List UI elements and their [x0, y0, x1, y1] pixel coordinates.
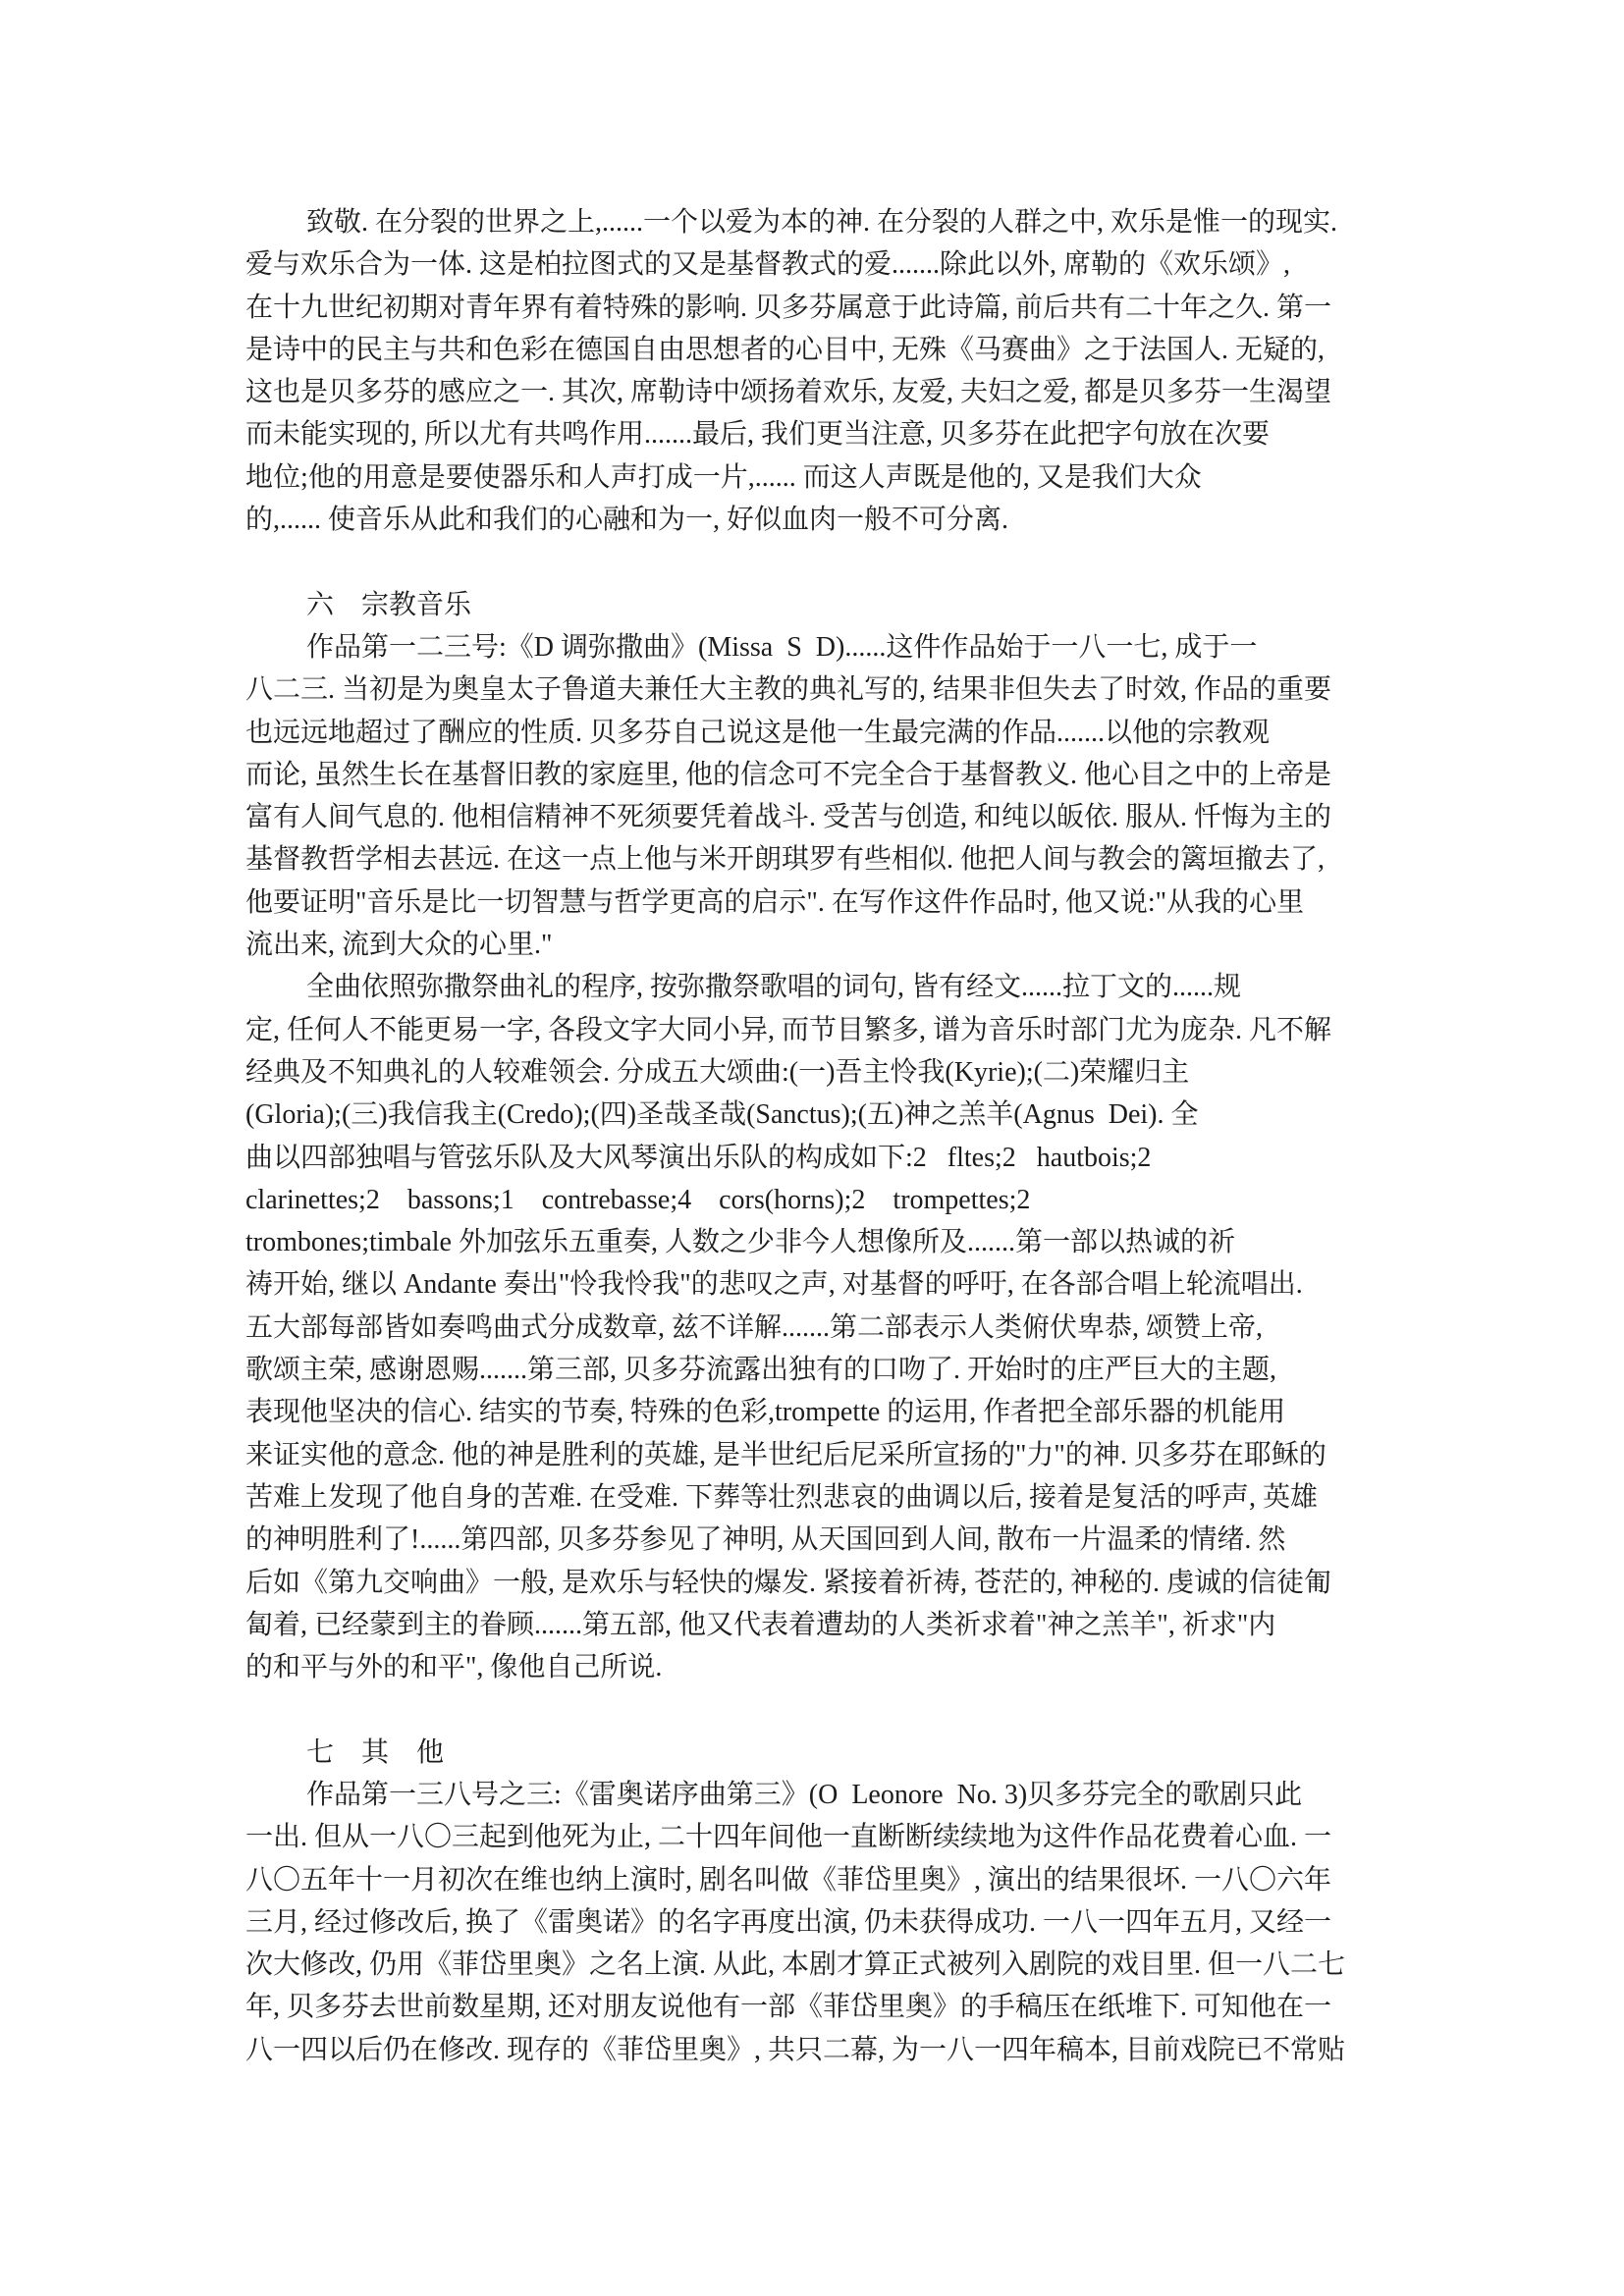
- text-line: 也远远地超过了酬应的性质. 贝多芬自己说这是他一生最完满的作品.......以他的宗教观: [245, 717, 1271, 748]
- text-line: trombones;timbale 外加弦乐五重奏, 人数之少非今人想像所及.......第一部以热诚的祈: [245, 1227, 1235, 1258]
- text-line: 流出来, 流到大众的心里.": [245, 930, 553, 961]
- text-line: 苦难上发现了他自身的苦难. 在受难. 下葬等壮烈悲哀的曲调以后, 接着是复活的呼声, 英雄: [245, 1481, 1319, 1513]
- paragraph: [245, 626, 1385, 966]
- text-line: 在十九世纪初期对青年界有着特殊的影响. 贝多芬属意于此诗篇, 前后共有二十年之久. 第一: [245, 292, 1332, 323]
- text-line: clarinettes;2 bassons;1 contrebasse;4 cors(horns);2 trompettes;2: [245, 1184, 1031, 1215]
- text-line: 八二三. 当初是为奥皇太子鲁道夫兼任大主教的典礼写的, 结果非但失去了时效, 作品的重要: [245, 674, 1332, 706]
- paragraph: [245, 966, 1385, 1688]
- text-line: 爱与欢乐合为一体. 这是柏拉图式的又是基督教式的爱.......除此以外, 席勒的《欢乐颂》,: [245, 249, 1291, 281]
- text-line: 八一四以后仍在修改. 现存的《菲岱里奥》, 共只二幕, 为一八一四年稿本, 目前戏院已不常贴: [245, 2034, 1346, 2065]
- section-heading: 七 其 他: [306, 1736, 445, 1768]
- text-line: 次大修改, 仍用《菲岱里奥》之名上演. 从此, 本剧才算正式被列入剧院的戏目里. 但一八二七: [245, 1949, 1346, 1981]
- text-line: 这也是贝多芬的感应之一. 其次, 席勒诗中颂扬着欢乐, 友爱, 夫妇之爱, 都是贝多芬一生渴望: [245, 377, 1332, 408]
- text-line: 富有人间气息的. 他相信精神不死须要凭着战斗. 受苦与创造, 和纯以皈依. 服从. 忏悔为主的: [245, 802, 1332, 833]
- text-line: 定, 任何人不能更易一字, 各段文字大同小异, 而节目繁多, 谱为音乐时部门尤为庞杂. 凡不解: [245, 1014, 1332, 1045]
- text-line: 而论, 虽然生长在基督旧教的家庭里, 他的信念可不完全合于基督教义. 他心目之中的上帝是: [245, 759, 1332, 790]
- text-line: 的神明胜利了!......第四部, 贝多芬参见了神明, 从天国回到人间, 散布一片温柔的情绪. 然: [245, 1524, 1286, 1556]
- text-line: 他要证明"音乐是比一切智慧与哲学更高的启示". 在写作这件作品时, 他又说:"从我的心里: [245, 886, 1305, 918]
- text-line: 八〇五年十一月初次在维也纳上演时, 剧名叫做《菲岱里奥》, 演出的结果很坏. 一八〇六年: [245, 1864, 1332, 1896]
- text-line: 作品第一三八号之三:《雷奥诺序曲第三》(O Leonore No. 3)贝多芬完全的歌剧只此: [306, 1779, 1303, 1810]
- text-line: 表现他坚决的信心. 结实的节奏, 特殊的色彩,trompette 的运用, 作者把全部乐器的机能用: [245, 1397, 1286, 1428]
- text-line: 地位;他的用意是要使器乐和人声打成一片,...... 而这人声既是他的, 又是我们大众: [245, 461, 1202, 493]
- text-line: 五大部每部皆如奏鸣曲式分成数章, 兹不详解.......第二部表示人类俯伏卑恭, 颂赞上帝,: [245, 1311, 1264, 1343]
- text-line: 歌颂主荣, 感谢恩赐.......第三部, 贝多芬流露出独有的口吻了. 开始时的庄严巨大的主题,: [245, 1355, 1277, 1386]
- text-line: 全曲依照弥撒祭曲礼的程序, 按弥撒祭歌唱的词句, 皆有经文......拉丁文的......规: [306, 972, 1242, 1003]
- text-line: 来证实他的意念. 他的神是胜利的英雄, 是半世纪后尼采所宣扬的"力"的神. 贝多芬在耶稣的: [245, 1439, 1326, 1470]
- text-line: (Gloria);(三)我信我主(Credo);(四)圣哉圣哉(Sanctus);(五)神之羔羊(Agnus Dei). 全: [245, 1099, 1199, 1131]
- text-line: 致敬. 在分裂的世界之上,......一个以爱为本的神. 在分裂的人群之中, 欢乐是惟一的现实.: [306, 207, 1338, 238]
- text-line: 是诗中的民主与共和色彩在德国自由思想者的心目中, 无殊《马赛曲》之于法国人. 无疑的,: [245, 334, 1326, 365]
- text-column: [245, 201, 1385, 2071]
- paragraph: [245, 1774, 1385, 2071]
- text-line: 而未能实现的, 所以尤有共鸣作用.......最后, 我们更当注意, 贝多芬在此把字句放在次要: [245, 419, 1271, 451]
- text-line: 基督教哲学相去甚远. 在这一点上他与米开朗琪罗有些相似. 他把人间与教会的篱垣撤去了,: [245, 844, 1326, 876]
- text-line: 年, 贝多芬去世前数星期, 还对朋友说他有一部《菲岱里奥》的手稿压在纸堆下. 可知他在一: [245, 1992, 1332, 2023]
- section-heading: 六 宗教音乐: [306, 589, 472, 620]
- text-line: 匐着, 已经蒙到主的眷顾.......第五部, 他又代表着遭劫的人类祈求着"神之羔羊", 祈求"内: [245, 1609, 1276, 1640]
- text-line: 作品第一二三号:《D 调弥撒曲》(Missa S D)......这件作品始于一八一七, 成于一: [306, 631, 1258, 663]
- text-line: 的和平与外的和平", 像他自己所说.: [245, 1652, 663, 1683]
- paragraph: [245, 201, 1385, 541]
- text-line: 经典及不知典礼的人较难领会. 分成五大颂曲:(一)吾主怜我(Kyrie);(二)荣耀归主: [245, 1056, 1190, 1088]
- text-line: 后如《第九交响曲》一般, 是欢乐与轻快的爆发. 紧接着祈祷, 苍茫的, 神秘的. 虔诚的信徒匍: [245, 1567, 1332, 1598]
- text-line: 曲以四部独唱与管弦乐队及大风琴演出乐队的构成如下:2 fltes;2 hautbois;2: [245, 1142, 1152, 1173]
- text-line: 三月, 经过修改后, 换了《雷奥诺》的名字再度出演, 仍未获得成功. 一八一四年五月, 又经一: [245, 1906, 1332, 1938]
- text-line: 的,...... 使音乐从此和我们的心融和为一, 好似血肉一般不可分离.: [245, 505, 1009, 536]
- text-line: 一出. 但从一八〇三起到他死为止, 二十四年间他一直断断续续地为这件作品花费着心血. 一: [245, 1822, 1332, 1853]
- text-line: 祷开始, 继以 Andante 奏出"怜我怜我"的悲叹之声, 对基督的呼吁, 在各部合唱上轮流唱出.: [245, 1269, 1303, 1301]
